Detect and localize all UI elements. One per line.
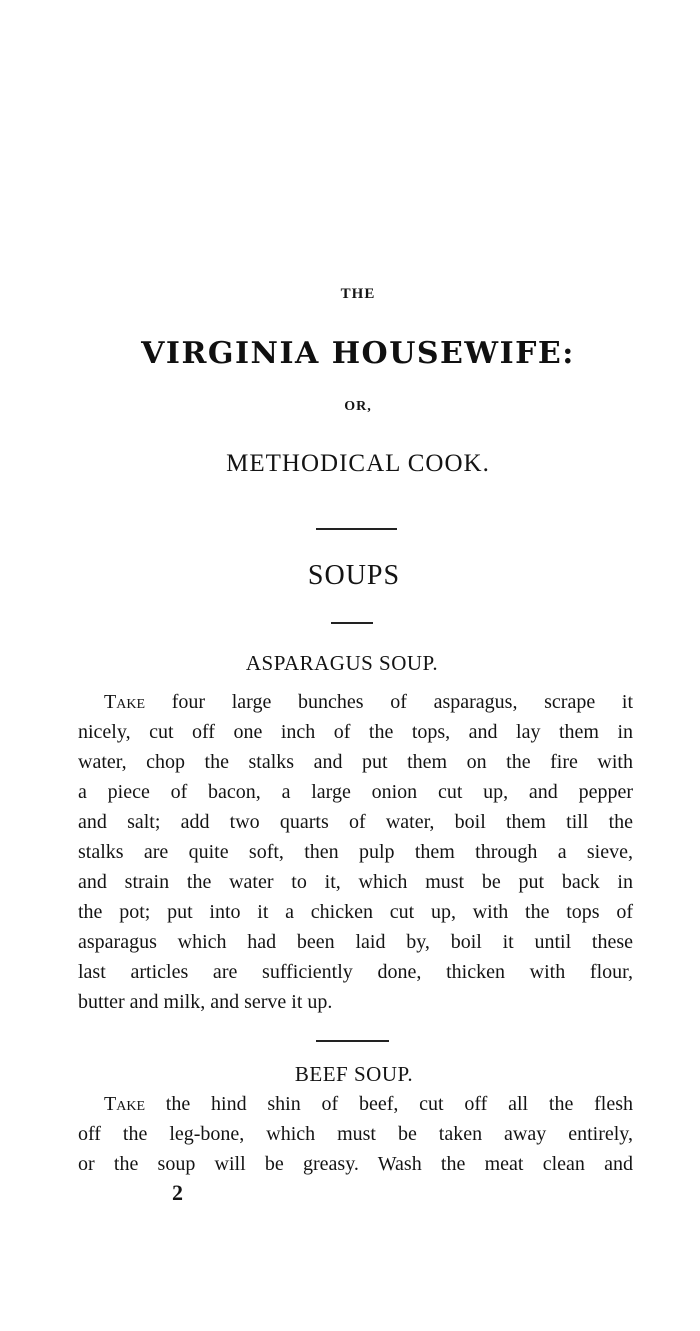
text-line: or the soup will be greasy. Wash the meat clean and xyxy=(78,1153,633,1175)
title-the: THE xyxy=(340,286,376,302)
text-line: a piece of bacon, a large onion cut up, and pepper xyxy=(78,781,633,803)
divider-rule xyxy=(316,528,397,530)
text-line xyxy=(78,687,633,717)
recipe-text-asparagus-soup xyxy=(78,687,633,1017)
text-line: water, chop the stalks and put them on the fire with xyxy=(78,751,633,773)
text-line xyxy=(78,1089,633,1119)
text-line: butter and milk, and serve it up. xyxy=(78,991,333,1013)
text-line: asparagus which had been laid by, boil it until these xyxy=(78,931,633,953)
book-subtitle: METHODICAL COOK. xyxy=(226,450,490,477)
text-line: last articles are sufficiently done, thicken with flour, xyxy=(78,961,633,983)
lead-word: Take xyxy=(104,1093,145,1115)
recipe-heading-asparagus-soup: ASPARAGUS SOUP. xyxy=(245,651,439,675)
title-or: OR, xyxy=(344,399,372,414)
section-title: SOUPS xyxy=(307,560,401,591)
line-text: four large bunches of asparagus, scrape it xyxy=(171,691,634,713)
text-line: and salt; add two quarts of water, boil them till the xyxy=(78,811,633,833)
text-line: stalks are quite soft, then pulp them through a sieve, xyxy=(78,841,633,863)
divider-rule xyxy=(331,622,373,624)
divider-rule xyxy=(316,1040,389,1042)
text-line: and strain the water to it, which must be put back in xyxy=(78,871,633,893)
text-line: the pot; put into it a chicken cut up, with the tops of xyxy=(78,901,633,923)
recipe-text-beef-soup xyxy=(78,1089,633,1179)
lead-word: Take xyxy=(104,691,145,713)
text-line: nicely, cut off one inch of the tops, and lay them in xyxy=(78,721,633,743)
recipe-heading-beef-soup: BEEF SOUP. xyxy=(294,1062,414,1086)
line-text: the hind shin of beef, cut off all the flesh xyxy=(165,1093,633,1115)
text-line: off the leg-bone, which must be taken away entirely, xyxy=(78,1123,633,1145)
page-number: 2 xyxy=(172,1180,183,1205)
book-title: VIRGINIA HOUSEWIFE: xyxy=(141,336,575,371)
